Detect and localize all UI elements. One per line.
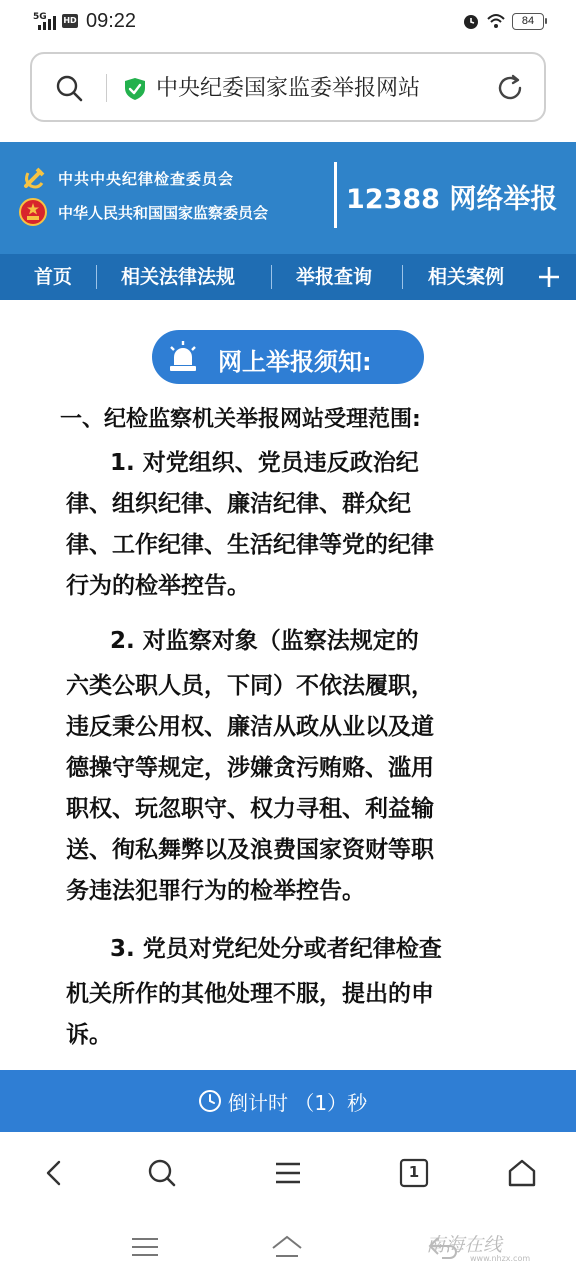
national-emblem-icon: [18, 197, 48, 227]
notice-title: 网上举报须知:: [218, 348, 372, 376]
nav-cases[interactable]: 相关案例: [428, 266, 505, 288]
org-name-nsc: 中华人民共和国国家监察委员会: [58, 204, 269, 222]
content-line: 送、徇私舞弊以及浪费国家资财等职: [66, 837, 434, 863]
alarm-icon: [462, 12, 480, 30]
recent-apps-icon[interactable]: [128, 1232, 162, 1262]
back-icon[interactable]: [38, 1156, 72, 1190]
main-nav: [0, 254, 576, 300]
secure-shield-icon: [124, 77, 146, 101]
content-line: 1. 对党组织、党员违反政治纪: [110, 450, 419, 476]
content-line: 违反秉公用权、廉洁从政从业以及道: [66, 714, 434, 740]
party-emblem-icon: [20, 164, 48, 192]
search-icon[interactable]: [54, 73, 84, 103]
nav-home[interactable]: 首页: [34, 266, 73, 288]
countdown-bar[interactable]: [0, 1070, 576, 1132]
tabs-button[interactable]: [397, 1156, 431, 1190]
clock-icon: [198, 1089, 222, 1113]
content-line: 律、组织纪律、廉洁纪律、群众纪: [66, 491, 411, 517]
browser-toolbar: [0, 1132, 576, 1214]
content-line: 德操守等规定，涉嫌贪污贿赂、滥用: [66, 755, 434, 781]
clock: 09:22: [86, 10, 137, 32]
signal-icon: [38, 14, 60, 30]
home-icon[interactable]: [505, 1156, 539, 1190]
hotline-title: 12388 网络举报: [346, 184, 558, 215]
content-line: 务违法犯罪行为的检举控告。: [66, 878, 365, 904]
system-nav-bar: [0, 1214, 576, 1280]
nav-divider: [402, 265, 403, 289]
content-line: 六类公职人员，下同）不依法履职，: [66, 673, 434, 699]
network-type: 5G: [33, 12, 47, 22]
header-divider: [334, 162, 337, 228]
wifi-icon: [486, 12, 506, 30]
address-divider: [106, 74, 107, 102]
watermark-logo: 南海在线: [426, 1234, 503, 1256]
tab-count: 1: [408, 1163, 420, 1181]
address-bar[interactable]: [30, 52, 546, 122]
content-line: 3. 党员对党纪处分或者纪律检查: [110, 936, 442, 962]
content-line: 行为的检举控告。: [66, 573, 250, 599]
notice-content: [60, 402, 520, 1048]
notice-banner: [152, 330, 424, 384]
nav-laws[interactable]: 相关法律法规: [121, 266, 236, 288]
org-name-ccdi: 中共中央纪律检查委员会: [58, 170, 235, 188]
hd-badge: HD: [62, 14, 78, 28]
plus-icon[interactable]: [536, 264, 562, 290]
menu-icon[interactable]: [271, 1156, 305, 1190]
content-line: 诉。: [66, 1022, 112, 1048]
status-bar: [0, 0, 576, 44]
nav-report-query[interactable]: 举报查询: [296, 266, 373, 288]
content-line: 律、工作纪律、生活纪律等党的纪律: [66, 532, 434, 558]
home-gesture-icon[interactable]: [270, 1232, 304, 1262]
countdown-text: 倒计时 （1）秒: [228, 1091, 368, 1115]
nav-divider: [96, 265, 97, 289]
nav-divider: [271, 265, 272, 289]
content-line: 职权、玩忽职守、权力寻租、利益输: [66, 796, 434, 822]
watermark-url: www.nhzx.com: [470, 1254, 531, 1263]
section-heading: 一、纪检监察机关举报网站受理范围:: [60, 407, 421, 432]
page-url-title[interactable]: 中央纪委国家监委举报网站: [156, 76, 421, 101]
alarm-light-icon: [166, 339, 200, 375]
battery-indicator: 84: [512, 13, 544, 30]
content-line: 2. 对监察对象（监察法规定的: [110, 628, 419, 654]
reload-icon[interactable]: [494, 72, 526, 104]
content-line: 机关所作的其他处理不服，提出的申: [66, 981, 434, 1007]
search-icon[interactable]: [145, 1156, 179, 1190]
